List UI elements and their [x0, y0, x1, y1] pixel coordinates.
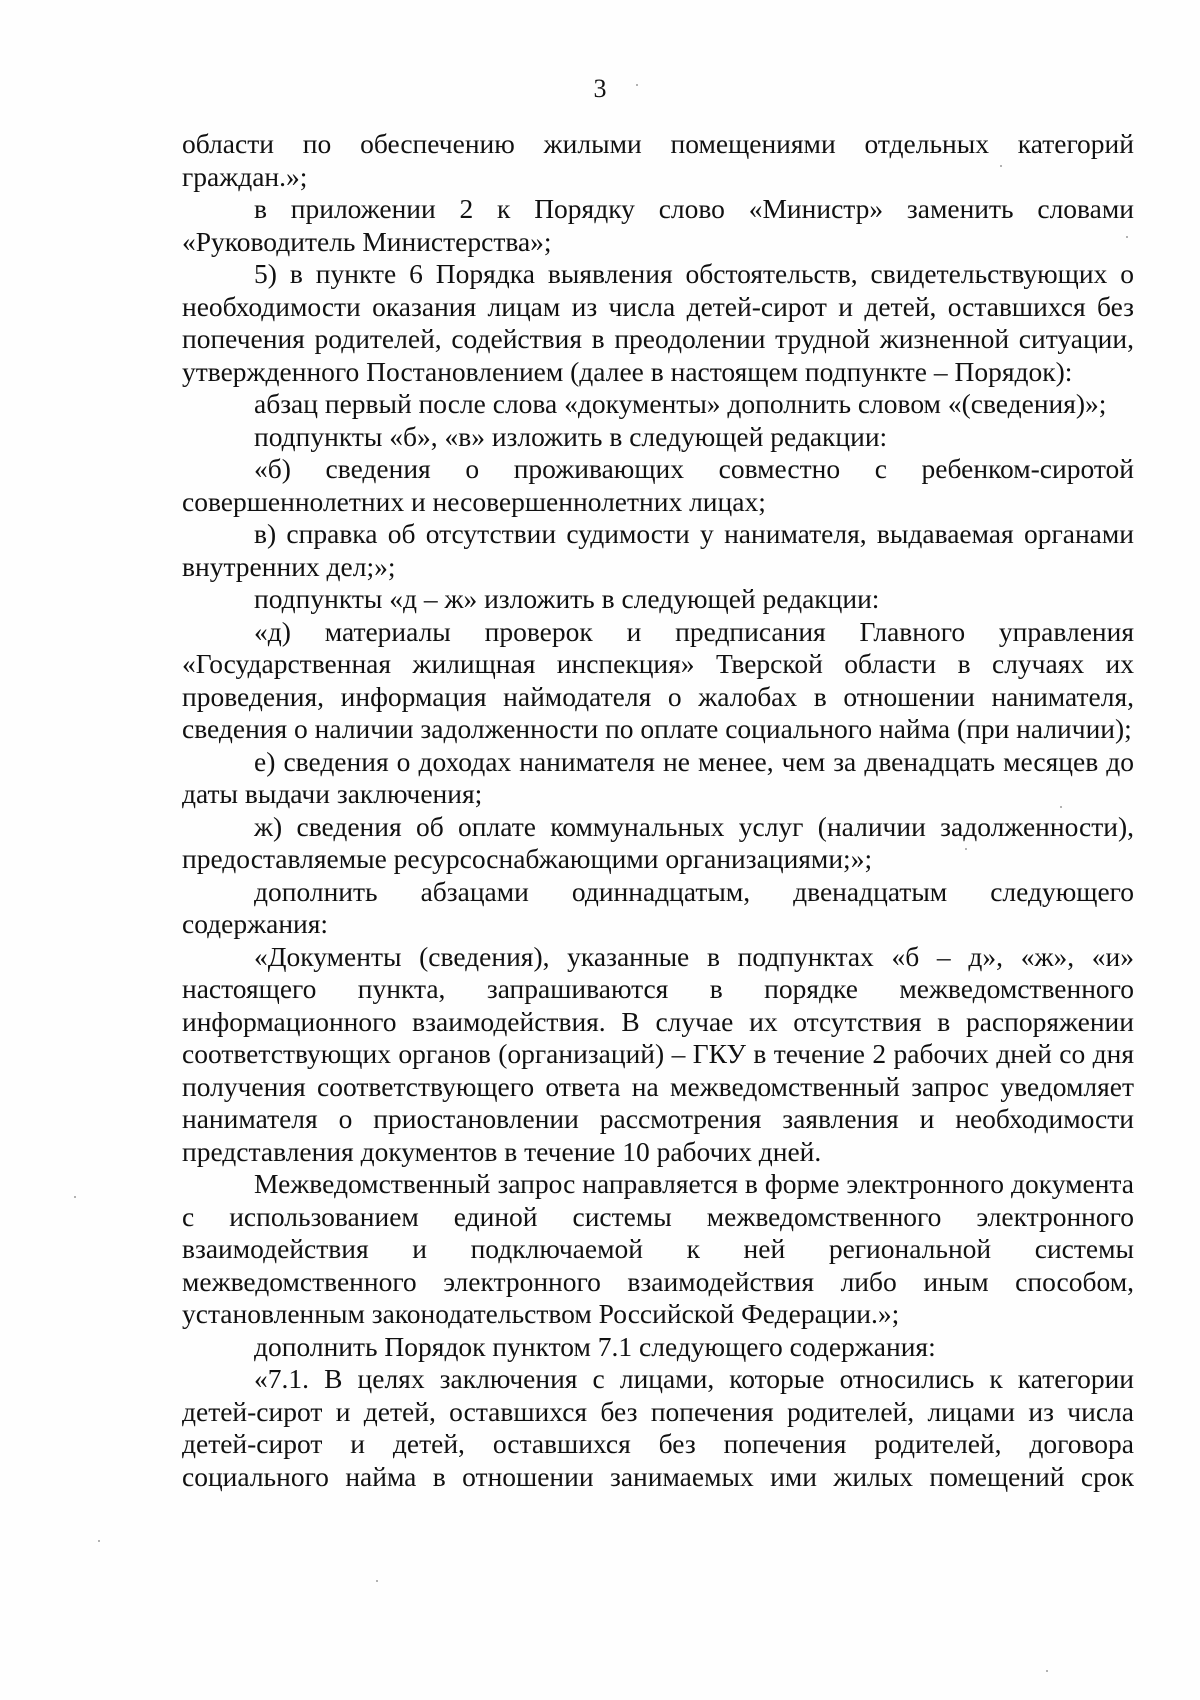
paragraph: ж) сведения об оплате коммунальных услуг (наличии задолженности), предоставляемые ресурсоснабжающими организациями;»;: [182, 810, 1134, 874]
scan-speck: [965, 848, 967, 850]
scan-speck: [74, 1196, 76, 1198]
paragraph: «7.1. В целях заключения с лицами, которые относились к категории детей-сирот и детей, оставшихся без попечения родителей, лицами из числа детей-сирот и детей, оставшихся без попечения родителей, договора социального найма в отношении занимаемых ими жилых помещений срок: [182, 1363, 1134, 1492]
paragraph: дополнить Порядок пунктом 7.1 следующего содержания:: [254, 1330, 936, 1362]
paragraph: области по обеспечению жилыми помещениями отдельных категорий граждан.»;: [182, 128, 1134, 192]
document-body: [182, 128, 1134, 1493]
paragraph: «б) сведения о проживающих совместно с ребенком-сиротой совершеннолетних и несовершеннолетних лицах;: [182, 453, 1134, 517]
paragraph: абзац первый после слова «документы» дополнить словом «(сведения)»;: [254, 388, 1107, 419]
paragraph: подпункты «б», «в» изложить в следующей редакции:: [254, 420, 888, 452]
scan-speck: [376, 1580, 378, 1582]
scan-speck: [636, 84, 638, 86]
scan-speck: [1126, 236, 1128, 238]
paragraph: в) справка об отсутствии судимости у нанимателя, выдаваемая органами внутренних дел;»;: [182, 518, 1134, 582]
scan-speck: [98, 1540, 100, 1542]
paragraph: Межведомственный запрос направляется в форме электронного документа с использованием единой системы межведомственного электронного взаимодействия и подключаемой к ней региональной системы межведомственного электронного взаимодействия либо иным способом, установленным законодательством Российской Федерации.»;: [182, 1168, 1134, 1329]
page-number: 3: [593, 74, 607, 103]
paragraph: «д) материалы проверок и предписания Главного управления «Государственная жилищная инспекция» Тверской области в случаях их проведения, информация наймодателя о жалобах в отношении нанимателя, сведения о наличии задолженности по оплате социального найма (при наличии);: [182, 615, 1134, 744]
paragraph: в приложении 2 к Порядку слово «Министр» заменить словами «Руководитель Министерства»;: [182, 193, 1134, 257]
paragraph: е) сведения о доходах нанимателя не менее, чем за двенадцать месяцев до даты выдачи заключения;: [182, 745, 1134, 809]
scan-speck: [1060, 806, 1062, 808]
paragraph: «Документы (сведения), указанные в подпунктах «б – д», «ж», «и» настоящего пункта, запрашиваются в порядке межведомственного информационного взаимодействия. В случае их отсутствия в распоряжении соответствующих органов (организаций) – ГКУ в течение 2 рабочих дней со дня получения соответствующего ответа на межведомственный запрос уведомляет нанимателя о приостановлении рассмотрения заявления и необходимости представления документов в течение 10 рабочих дней.: [182, 940, 1134, 1167]
paragraph: 5) в пункте 6 Порядка выявления обстоятельств, свидетельствующих о необходимости оказания лицам из числа детей-сирот и детей, оставшихся без попечения родителей, содействия в преодолении трудной жизненной ситуации, утвержденного Постановлением (далее в настоящем подпункте – Порядок):: [182, 258, 1134, 387]
paragraph: подпункты «д – ж» изложить в следующей редакции:: [254, 583, 880, 614]
scan-speck: [1046, 1670, 1048, 1672]
scan-speck: [1000, 165, 1002, 167]
paragraph: дополнить абзацами одиннадцатым, двенадцатым следующего содержания:: [182, 875, 1134, 939]
